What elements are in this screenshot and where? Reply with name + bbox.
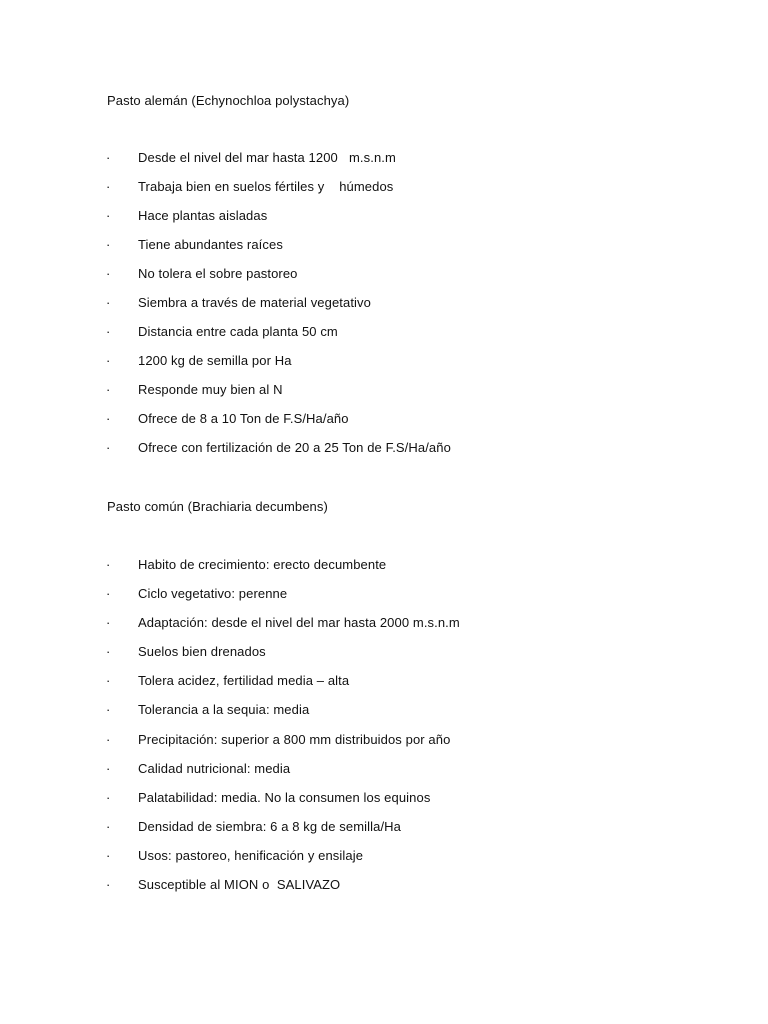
bullet-marker: · xyxy=(106,237,111,252)
bullet-marker: · xyxy=(106,208,111,223)
list-item xyxy=(0,237,700,253)
list-item-text: Suelos bien drenados xyxy=(138,644,266,659)
bullet-marker: · xyxy=(106,877,111,892)
list-item-text: Hace plantas aisladas xyxy=(138,208,268,223)
list-item-text: Tolera acidez, fertilidad media – alta xyxy=(138,673,350,688)
list-item-text: Tolerancia a la sequia: media xyxy=(138,702,310,717)
list-item xyxy=(0,877,700,893)
list-item xyxy=(0,440,700,456)
bullet-marker: · xyxy=(106,673,111,688)
bullet-marker: · xyxy=(106,266,111,281)
list-item-text: Habito de crecimiento: erecto decumbente xyxy=(138,557,387,572)
list-item-text: Precipitación: superior a 800 mm distribuidos por año xyxy=(138,732,451,747)
bullet-marker: · xyxy=(106,644,111,659)
list-item xyxy=(0,615,700,631)
bullet-marker: · xyxy=(106,353,111,368)
bullet-marker: · xyxy=(106,615,111,630)
list-item xyxy=(0,761,700,777)
list-item-text: Distancia entre cada planta 50 cm xyxy=(138,324,338,339)
list-item-text: Palatabilidad: media. No la consumen los equinos xyxy=(138,790,431,805)
list-item xyxy=(0,644,700,660)
section-heading: Pasto común (Brachiaria decumbens) xyxy=(107,499,328,514)
section-heading: Pasto alemán (Echynochloa polystachya) xyxy=(107,93,350,108)
bullet-marker: · xyxy=(106,179,111,194)
list-item xyxy=(0,324,700,340)
list-item xyxy=(0,732,700,748)
list-item-text: Siembra a través de material vegetativo xyxy=(138,295,371,310)
bullet-marker: · xyxy=(106,848,111,863)
list-item xyxy=(0,557,700,573)
list-item-text: No tolera el sobre pastoreo xyxy=(138,266,298,281)
bullet-marker: · xyxy=(106,761,111,776)
list-item xyxy=(0,411,700,427)
list-item-text: Responde muy bien al N xyxy=(138,382,283,397)
list-item xyxy=(0,295,700,311)
list-item xyxy=(0,382,700,398)
bullet-marker: · xyxy=(106,790,111,805)
list-item xyxy=(0,586,700,602)
list-item-text: Ofrece con fertilización de 20 a 25 Ton de F.S/Ha/año xyxy=(138,440,451,455)
bullet-marker: · xyxy=(106,732,111,747)
list-item xyxy=(0,790,700,806)
list-item-text: Adaptación: desde el nivel del mar hasta 2000 m.s.n.m xyxy=(138,615,460,630)
list-item xyxy=(0,702,700,718)
bullet-marker: · xyxy=(106,586,111,601)
bullet-marker: · xyxy=(106,295,111,310)
list-item-text: 1200 kg de semilla por Ha xyxy=(138,353,292,368)
list-item-text: Densidad de siembra: 6 a 8 kg de semilla/Ha xyxy=(138,819,401,834)
list-item-text: Usos: pastoreo, henificación y ensilaje xyxy=(138,848,364,863)
list-item xyxy=(0,150,700,166)
list-item-text: Desde el nivel del mar hasta 1200 m.s.n.m xyxy=(138,150,396,165)
bullet-marker: · xyxy=(106,382,111,397)
list-item xyxy=(0,848,700,864)
list-item-text: Ciclo vegetativo: perenne xyxy=(138,586,288,601)
list-item xyxy=(0,353,700,369)
list-item xyxy=(0,179,700,195)
bullet-marker: · xyxy=(106,324,111,339)
list-item-text: Susceptible al MION o SALIVAZO xyxy=(138,877,341,892)
list-item xyxy=(0,819,700,835)
list-item xyxy=(0,673,700,689)
list-item-text: Trabaja bien en suelos fértiles y húmedos xyxy=(138,179,394,194)
list-item-text: Tiene abundantes raíces xyxy=(138,237,283,252)
list-item-text: Ofrece de 8 a 10 Ton de F.S/Ha/año xyxy=(138,411,349,426)
bullet-marker: · xyxy=(106,557,111,572)
bullet-marker: · xyxy=(106,150,111,165)
bullet-marker: · xyxy=(106,702,111,717)
bullet-marker: · xyxy=(106,819,111,834)
bullet-marker: · xyxy=(106,440,111,455)
list-item xyxy=(0,208,700,224)
list-item-text: Calidad nutricional: media xyxy=(138,761,291,776)
bullet-marker: · xyxy=(106,411,111,426)
list-item xyxy=(0,266,700,282)
